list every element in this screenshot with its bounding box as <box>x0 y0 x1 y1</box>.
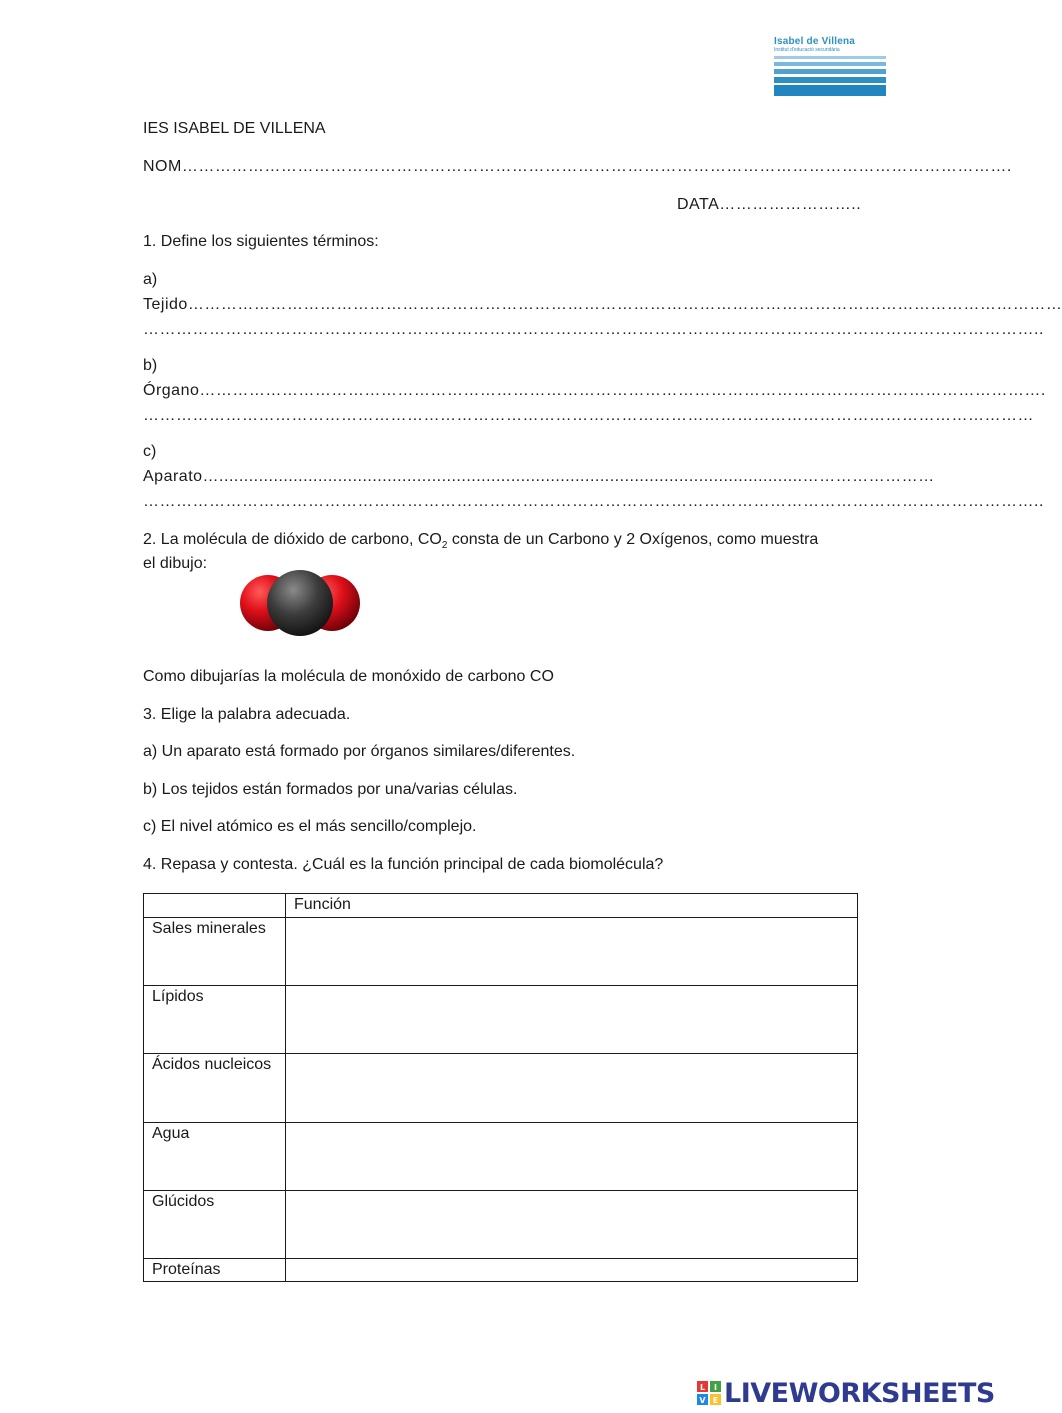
name-label: NOM <box>143 158 182 175</box>
date-field[interactable] <box>677 196 862 214</box>
q1-a-letter: a) <box>143 271 158 288</box>
q1-c-letter: c) <box>143 443 157 460</box>
q1-a-term: Tejido <box>143 296 188 313</box>
date-label: DATA <box>677 196 720 213</box>
table-row <box>144 918 858 986</box>
q1-b-dots1: ………………………………………………………………………………………………………………………………………. <box>199 382 1046 399</box>
logo-stripe <box>774 85 886 96</box>
name-dots: ……………………………………………………………………………………………………………………………………. <box>181 158 1012 175</box>
date-dots: …………………….. <box>719 196 862 213</box>
answer-cell[interactable] <box>286 1191 858 1259</box>
q1-c-dots1: …......................................................................................................................…………………… <box>202 468 935 485</box>
q3-item-c[interactable]: c) El nivel atómico es el más sencillo/complejo. <box>143 818 477 835</box>
row-label: Agua <box>144 1123 286 1191</box>
grid-letter-v: V <box>699 1396 706 1405</box>
q3-item-b[interactable]: b) Los tejidos están formados por una/varias células. <box>143 781 518 798</box>
liveworksheets-logo-icon <box>697 1381 721 1405</box>
logo-stripe <box>774 69 886 74</box>
table-row <box>144 986 858 1054</box>
q1-title: 1. Define los siguientes términos: <box>143 233 379 250</box>
q1-b-line2[interactable]: ……………………………………………………………………………………………………………………………………………… <box>143 407 1034 424</box>
biomolecule-table <box>143 893 858 1282</box>
q1-b-line1[interactable] <box>143 382 1046 400</box>
carbon-atom <box>267 570 333 636</box>
answer-cell[interactable] <box>286 986 858 1054</box>
grid-letter-l: L <box>699 1383 706 1392</box>
name-field[interactable] <box>143 158 1012 176</box>
table-row <box>144 1259 858 1282</box>
logo-stripe <box>774 77 886 83</box>
q1-b-term: Órgano <box>143 382 200 399</box>
table-header-row <box>144 894 858 918</box>
logo-stripe <box>774 62 886 66</box>
q3-title: 3. Elige la palabra adecuada. <box>143 706 351 723</box>
q4-title: 4. Repasa y contesta. ¿Cuál es la función principal de cada biomolécula? <box>143 856 664 873</box>
q2-subscript: 2 <box>441 540 448 552</box>
grid-letter-i: I <box>714 1383 717 1392</box>
row-label: Glúcidos <box>144 1191 286 1259</box>
school-name: IES ISABEL DE VILLENA <box>143 120 326 137</box>
q2-text-pre: 2. La molécula de dióxido de carbono, CO <box>143 531 442 548</box>
answer-cell[interactable] <box>286 1054 858 1123</box>
row-label: Lípidos <box>144 986 286 1054</box>
row-label: Ácidos nucleicos <box>144 1054 286 1123</box>
grid-letter-e: E <box>712 1396 719 1405</box>
table-header-empty <box>144 894 286 918</box>
answer-cell[interactable] <box>286 1259 858 1282</box>
brand-wordmark: LIVEWORKSHEETS <box>724 1378 995 1409</box>
q1-a-dots1: …………………………………………………………………………………………………………………………………………… <box>187 296 1062 313</box>
q1-c-line1[interactable] <box>143 468 935 486</box>
q1-c-line2[interactable]: ……………………………………………………………………………………………………………………………………………….. <box>143 493 1044 510</box>
school-logo <box>774 36 886 96</box>
q2-text <box>143 531 818 551</box>
q2-question: Como dibujarías la molécula de monóxido de carbono CO <box>143 668 554 685</box>
logo-name: Isabel de Villena <box>774 36 856 47</box>
co2-molecule-image <box>238 567 362 643</box>
table-header-function: Función <box>286 894 858 918</box>
table-row <box>144 1123 858 1191</box>
q1-b-letter: b) <box>143 357 158 374</box>
q1-a-line2[interactable]: ……………………………………………………………………………………………………………………………………………….. <box>143 321 1044 338</box>
answer-cell[interactable] <box>286 1123 858 1191</box>
logo-stripe <box>774 56 886 59</box>
q2-text-post: consta de un Carbono y 2 Oxígenos, como muestra <box>447 531 819 548</box>
row-label: Proteínas <box>144 1259 286 1282</box>
q2-text-line2: el dibujo: <box>143 555 208 572</box>
q1-c-term: Aparato <box>143 468 203 485</box>
q1-a-line1[interactable] <box>143 296 1062 314</box>
answer-cell[interactable] <box>286 918 858 986</box>
q3-item-a[interactable]: a) Un aparato está formado por órganos similares/diferentes. <box>143 743 576 760</box>
table-row <box>144 1191 858 1259</box>
row-label: Sales minerales <box>144 918 286 986</box>
logo-tagline: Institut d'educació secundària <box>774 47 840 53</box>
table-row <box>144 1054 858 1123</box>
